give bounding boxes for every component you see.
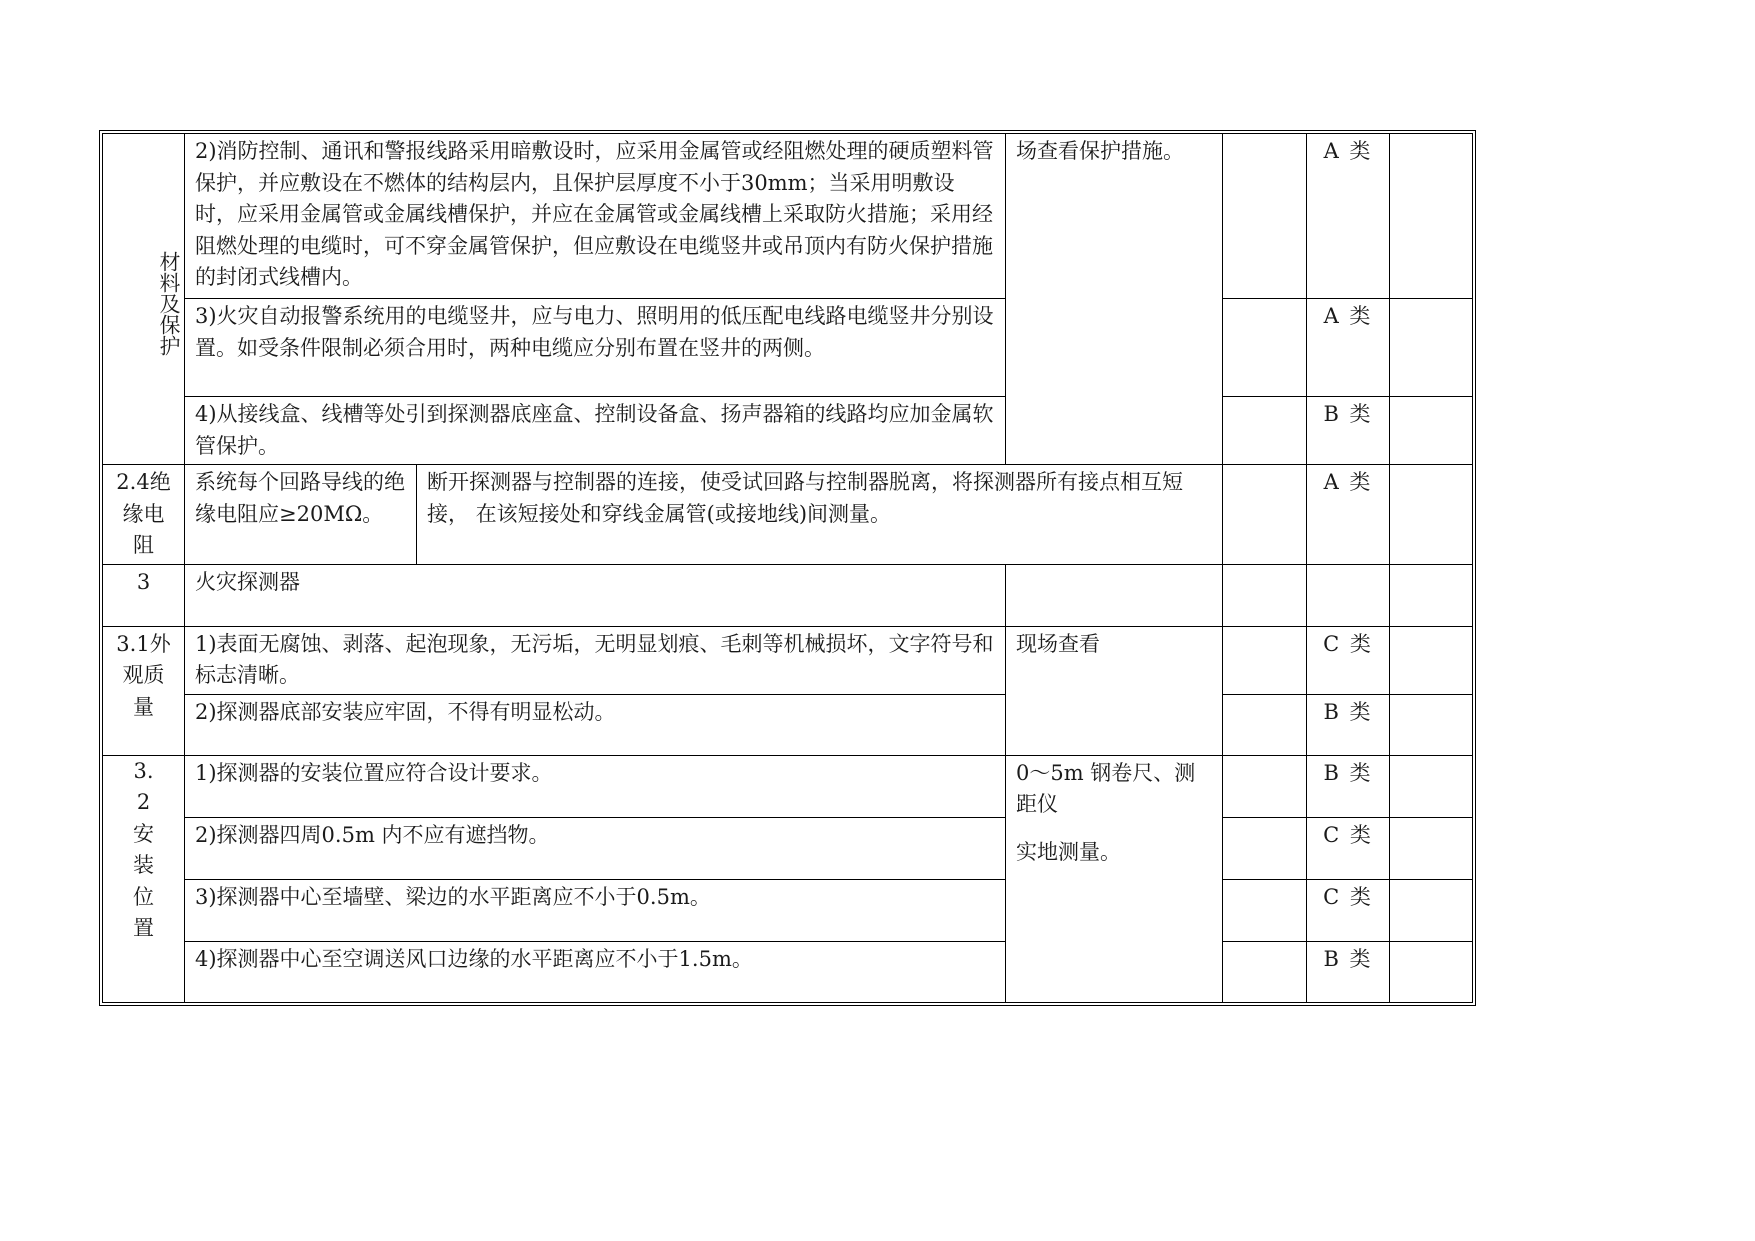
section-cell-position: 3.2安装位置 (103, 755, 185, 1002)
table-row (103, 694, 1473, 755)
requirement-cell: 2)探测器底部安装应牢固，不得有明显松动。 (185, 694, 1006, 755)
section-title-cell: 火灾探测器 (185, 564, 1006, 626)
table-row (103, 465, 1473, 565)
requirement-cell: 3)火灾自动报警系统用的电缆竖井，应与电力、照明用的低压配电线路电缆竖井分别设置。如受条件限制必须合用时，两种电缆应分别布置在竖井的两侧。 (185, 299, 1006, 397)
method-cell: 现场查看 (1006, 626, 1223, 755)
requirement-cell: 2)消防控制、通讯和警报线路采用暗敷设时，应采用金属管或经阻燃处理的硬质塑料管保护，并应敷设在不燃体的结构层内，且保护层厚度不小于30mm；当采用明敷设时，应采用金属管或金属线槽保护，并应在金属管或金属线槽上采取防火措施；采用经阻燃处理的电缆时，可不穿金属管保护，但应敷设在电缆竖井或吊顶内有防火保护措施的封闭式线槽内。 (185, 134, 1006, 299)
requirement-cell: 3)探测器中心至墙壁、梁边的水平距离应不小于0.5m。 (185, 879, 1006, 941)
class-cell: A 类 (1307, 299, 1390, 397)
table-row (103, 564, 1473, 626)
empty-cell (1223, 465, 1307, 565)
empty-cell (1390, 626, 1473, 694)
class-cell: B 类 (1307, 941, 1390, 1002)
empty-cell (1390, 397, 1473, 465)
empty-cell (1390, 465, 1473, 565)
table-row (103, 626, 1473, 694)
requirement-cell: 系统每个回路导线的绝缘电阻应≥20MΩ。 (185, 465, 417, 565)
requirement-cell: 4)探测器中心至空调送风口边缘的水平距离应不小于1.5m。 (185, 941, 1006, 1002)
empty-cell (1223, 564, 1307, 626)
class-cell: B 类 (1307, 397, 1390, 465)
empty-cell (1390, 879, 1473, 941)
empty-cell (1223, 397, 1307, 465)
table-row (103, 397, 1473, 465)
class-cell: C 类 (1307, 626, 1390, 694)
inspection-table-frame (99, 130, 1476, 1006)
empty-cell (1307, 564, 1390, 626)
method-cell: 断开探测器与控制器的连接，使受试回路与控制器脱离，将探测器所有接点相互短接， 在该短接处和穿线金属管(或接地线)间测量。 (417, 465, 1223, 565)
empty-cell (1223, 694, 1307, 755)
empty-cell (1390, 817, 1473, 879)
section-cell-detector: 3 (103, 564, 185, 626)
empty-cell (1390, 755, 1473, 817)
empty-cell (1390, 694, 1473, 755)
section-cell-materials: 材料及保护 (103, 134, 185, 465)
table-row (103, 941, 1473, 1002)
table-row (103, 755, 1473, 817)
class-cell: C 类 (1307, 879, 1390, 941)
requirement-cell: 4)从接线盒、线槽等处引到探测器底座盒、控制设备盒、扬声器箱的线路均应加金属软管保护。 (185, 397, 1006, 465)
empty-cell (1223, 817, 1307, 879)
class-cell: A 类 (1307, 134, 1390, 299)
requirement-cell: 1)探测器的安装位置应符合设计要求。 (185, 755, 1006, 817)
method-tool-text: 0～5m 钢卷尺、测距仪 (1016, 760, 1196, 816)
class-cell: A 类 (1307, 465, 1390, 565)
table-row (103, 879, 1473, 941)
method-cell: 场查看保护措施。 (1006, 134, 1223, 465)
section-cell-appearance: 3.1外观质量 (103, 626, 185, 755)
empty-cell (1390, 941, 1473, 1002)
empty-cell (1006, 564, 1223, 626)
table-row (103, 817, 1473, 879)
class-cell: B 类 (1307, 694, 1390, 755)
method-action-text: 实地测量。 (1016, 839, 1121, 864)
section-cell-insulation: 2.4绝缘电阻 (103, 465, 185, 565)
inspection-table (102, 133, 1473, 1003)
empty-cell (1390, 299, 1473, 397)
empty-cell (1223, 134, 1307, 299)
method-cell (1006, 755, 1223, 1002)
empty-cell (1223, 879, 1307, 941)
table-row (103, 299, 1473, 397)
class-cell: B 类 (1307, 755, 1390, 817)
requirement-cell: 2)探测器四周0.5m 内不应有遮挡物。 (185, 817, 1006, 879)
empty-cell (1223, 941, 1307, 1002)
empty-cell (1223, 299, 1307, 397)
class-cell: C 类 (1307, 817, 1390, 879)
empty-cell (1390, 134, 1473, 299)
empty-cell (1390, 564, 1473, 626)
empty-cell (1223, 626, 1307, 694)
requirement-cell: 1)表面无腐蚀、剥落、起泡现象，无污垢，无明显划痕、毛刺等机械损坏，文字符号和标志清晰。 (185, 626, 1006, 694)
table-row (103, 134, 1473, 299)
empty-cell (1223, 755, 1307, 817)
